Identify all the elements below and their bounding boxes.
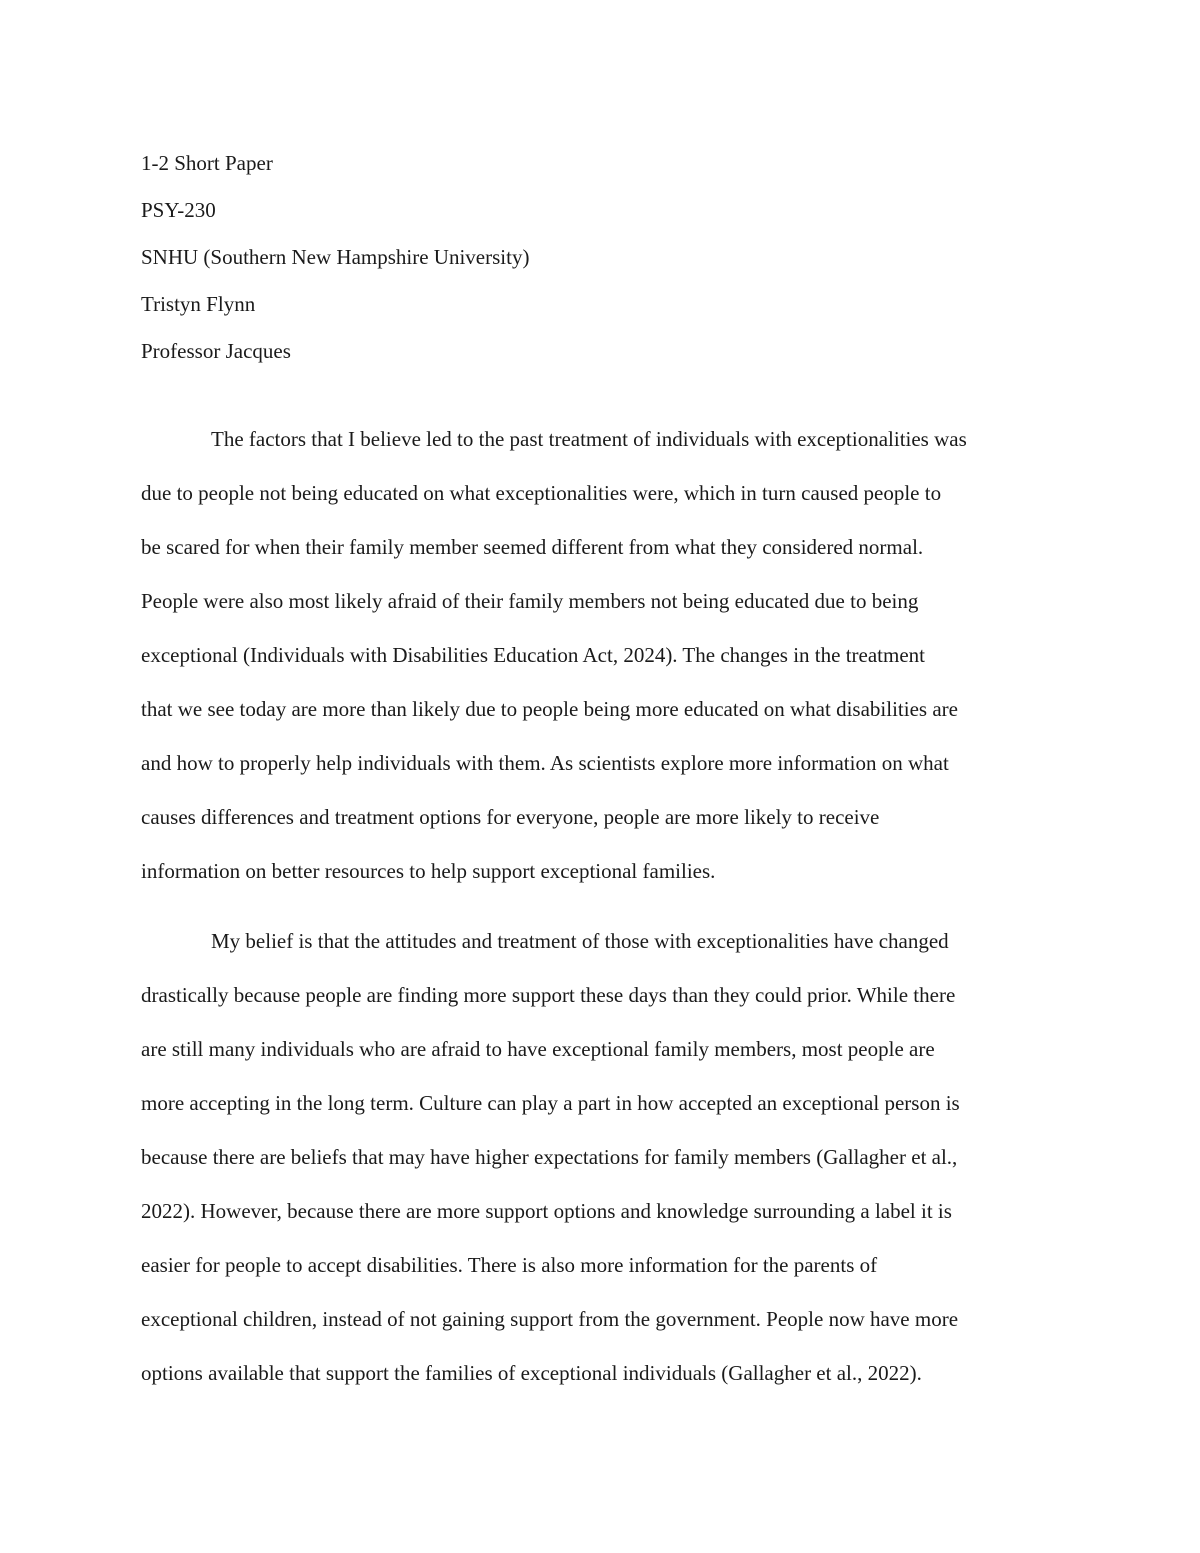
author-name: Tristyn Flynn — [141, 292, 256, 316]
paragraph-line: information on better resources to help support exceptional families. — [141, 859, 716, 883]
paragraph-line: My belief is that the attitudes and treatment of those with exceptionalities have changed — [211, 929, 949, 953]
paragraph-line: People were also most likely afraid of their family members not being educated due to being — [141, 589, 919, 613]
course-code: PSY-230 — [141, 198, 216, 222]
paragraph-line: and how to properly help individuals with them. As scientists explore more information on what — [141, 751, 949, 775]
paragraph-line: 2022). However, because there are more support options and knowledge surrounding a label it is — [141, 1199, 952, 1223]
paper-body — [141, 412, 1061, 1400]
paragraph-1 — [141, 412, 1061, 898]
paragraph-line: because there are beliefs that may have higher expectations for family members (Gallagher et al., — [141, 1145, 958, 1169]
paragraph-line: exceptional children, instead of not gaining support from the government. People now have more — [141, 1307, 959, 1331]
paragraph-line: exceptional (Individuals with Disabilities Education Act, 2024). The changes in the treatment — [141, 643, 925, 667]
paragraph-line: are still many individuals who are afraid to have exceptional family members, most people are — [141, 1037, 935, 1061]
paragraph-line: more accepting in the long term. Culture can play a part in how accepted an exceptional person is — [141, 1091, 960, 1115]
paragraph-line: The factors that I believe led to the past treatment of individuals with exceptionalities was — [211, 427, 967, 451]
paragraph-line: options available that support the families of exceptional individuals (Gallagher et al., 2022). — [141, 1361, 922, 1385]
paper-heading — [141, 140, 1061, 375]
paragraph-line: easier for people to accept disabilities. There is also more information for the parents of — [141, 1253, 878, 1277]
paragraph-line: causes differences and treatment options for everyone, people are more likely to receive — [141, 805, 880, 829]
institution-name: SNHU (Southern New Hampshire University) — [141, 245, 530, 269]
paragraph-line: due to people not being educated on what exceptionalities were, which in turn caused people to — [141, 481, 942, 505]
assignment-title: 1-2 Short Paper — [141, 151, 273, 175]
paragraph-line: be scared for when their family member seemed different from what they considered normal. — [141, 535, 924, 559]
paragraph-line: drastically because people are finding more support these days than they could prior. While there — [141, 983, 956, 1007]
paragraph-line: that we see today are more than likely due to people being more educated on what disabilities are — [141, 697, 958, 721]
paragraph-2 — [141, 914, 1061, 1400]
instructor-name: Professor Jacques — [141, 339, 291, 363]
